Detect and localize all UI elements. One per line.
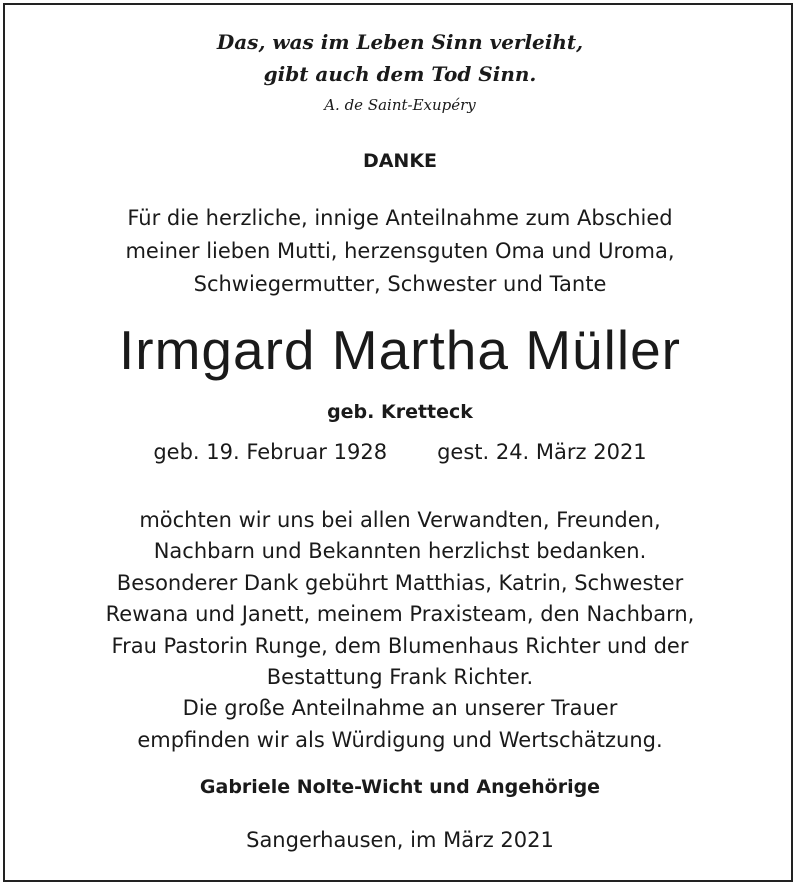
thanks-line: möchten wir uns bei allen Verwandten, Freunden,	[139, 508, 661, 532]
intro-line: Für die herzliche, innige Anteilnahme zum Abschied	[127, 206, 673, 230]
intro-line: Schwiegermutter, Schwester und Tante	[193, 272, 607, 296]
quote-line: gibt auch dem Tod Sinn.	[263, 62, 537, 86]
death-date: gest. 24. März 2021	[437, 440, 647, 464]
quote-author: A. de Saint-Exupéry	[324, 96, 476, 114]
life-dates	[0, 440, 800, 464]
signature: Gabriele Nolte-Wicht und Angehörige	[199, 776, 601, 798]
thanks-line: Nachbarn und Bekannten herzlichst bedanken.	[153, 539, 647, 564]
intro-text	[0, 202, 800, 301]
quote-line: Das, was im Leben Sinn verleiht,	[216, 30, 584, 54]
thanks-line: Besonderer Dank gebührt Matthias, Katrin, Schwester	[116, 570, 684, 595]
thanks-line: empfinden wir als Würdigung und Wertschätzung.	[137, 727, 663, 752]
thanks-line: Die große Anteilnahme an unserer Trauer	[182, 696, 618, 721]
intro-line: meiner lieben Mutti, herzensguten Oma und Uroma,	[125, 239, 675, 263]
thanks-line: Rewana und Janett, meinem Praxisteam, den Nachbarn,	[105, 602, 695, 627]
deceased-name: Irmgard Martha Müller	[119, 319, 681, 381]
quote	[0, 26, 800, 90]
maiden-name: geb. Kretteck	[327, 401, 473, 423]
heading: DANKE	[362, 150, 438, 172]
thanks-text	[0, 505, 800, 756]
thanks-line: Bestattung Frank Richter.	[266, 665, 534, 690]
birth-date: geb. 19. Februar 1928	[153, 440, 388, 464]
thanks-line: Frau Pastorin Runge, dem Blumenhaus Richter und der	[111, 633, 689, 658]
place-date: Sangerhausen, im März 2021	[246, 828, 554, 852]
